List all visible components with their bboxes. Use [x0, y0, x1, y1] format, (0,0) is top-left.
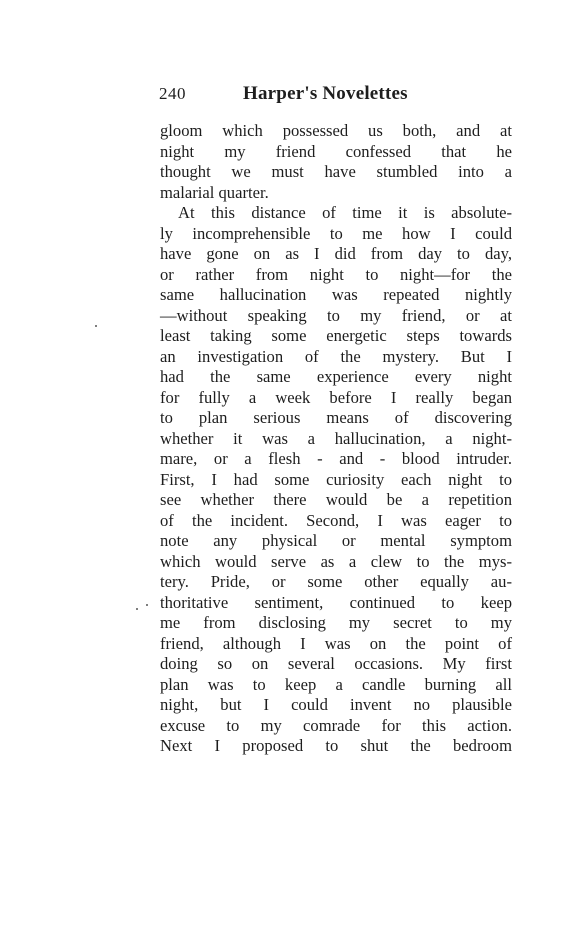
text-line: First, I had some curiosity each night to [160, 469, 512, 489]
text-line: which would serve as a clew to the mys- [160, 551, 512, 571]
text-line: of the incident. Second, I was eager to [160, 510, 512, 530]
text-line: tery. Pride, or some other equally au- [160, 572, 512, 591]
body-text [160, 121, 512, 757]
text-line: plan was to keep a candle burning all [160, 674, 512, 694]
print-speck [95, 325, 97, 327]
text-line: thought we must have stumbled into a [160, 162, 512, 181]
text-line: excuse to my comrade for this action. [160, 715, 512, 735]
text-line: —without speaking to my friend, or at [160, 305, 512, 325]
text-line: gloom which possessed us both, and at [160, 121, 512, 140]
text-line: have gone on as I did from day to day, [160, 244, 512, 263]
text-line: see whether there would be a repetition [160, 490, 512, 509]
text-line: whether it was a hallucination, a night- [160, 428, 512, 448]
running-title: Harper's Novelettes [243, 83, 408, 104]
text-line: friend, although I was on the point of [160, 633, 512, 653]
text-line: same hallucination was repeated nightly [160, 285, 512, 304]
text-line: me from disclosing my secret to my [160, 613, 512, 632]
text-line: thoritative sentiment, continued to keep [160, 592, 512, 612]
text-line: note any physical or mental symptom [160, 531, 512, 550]
text-line: At this distance of time it is absolute- [178, 203, 512, 222]
text-line: night, but I could invent no plausible [160, 695, 512, 714]
text-line: malarial quarter. [160, 182, 269, 202]
text-line: to plan serious means of discovering [160, 408, 512, 427]
text-line: mare, or a flesh - and - blood intruder. [160, 449, 512, 468]
print-speck [146, 604, 148, 606]
running-header [159, 84, 513, 108]
text-line: least taking some energetic steps towards [160, 326, 512, 345]
text-line: or rather from night to night—for the [160, 264, 512, 284]
text-line: night my friend confessed that he [160, 141, 512, 161]
text-line: ly incomprehensible to me how I could [160, 223, 512, 243]
text-line: an investigation of the mystery. But I [160, 346, 512, 366]
text-line: for fully a week before I really began [160, 387, 512, 407]
print-speck [136, 608, 138, 610]
text-line: had the same experience every night [160, 367, 512, 386]
text-line: Next I proposed to shut the bedroom [160, 736, 512, 755]
text-line: doing so on several occasions. My first [160, 654, 512, 673]
page-number: 240 [159, 84, 186, 103]
